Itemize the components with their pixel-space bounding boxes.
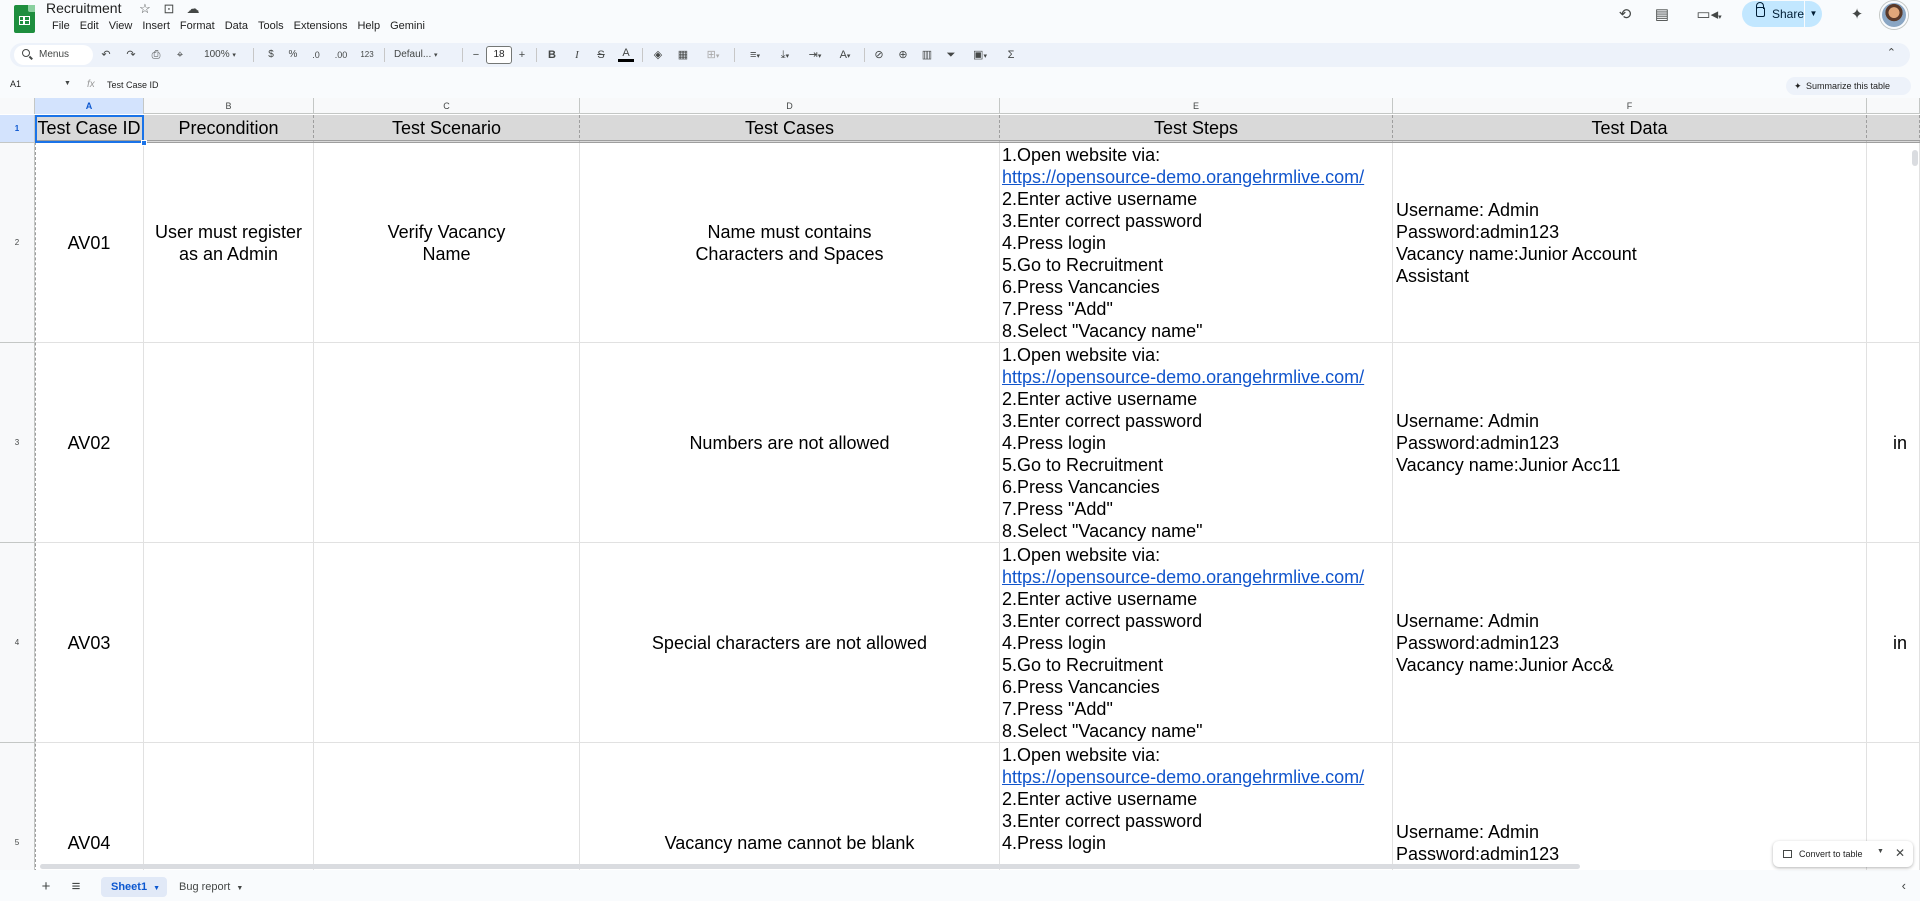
clipped-text: in (1893, 633, 1908, 653)
spreadsheet-grid[interactable] (0, 98, 1920, 870)
data-line: Username: Admin (1396, 610, 1540, 631)
cell-test-case-id[interactable]: AV04 (35, 743, 144, 870)
menu-extensions[interactable]: Extensions (293, 20, 348, 32)
header-cell-test-data[interactable]: Test Data (1393, 115, 1867, 143)
toolbar-divider (462, 48, 463, 62)
step-line: 5.Go to Recruitment (1002, 255, 1164, 275)
step-line: 1.Open website via: (1002, 345, 1161, 365)
cell-precondition[interactable] (144, 743, 314, 870)
cell-g[interactable] (1867, 143, 1920, 343)
horizontal-scrollbar[interactable] (40, 864, 1580, 869)
font-size-input[interactable]: 18 (486, 46, 512, 64)
merge-cells-icon[interactable]: ⊞▾ (706, 49, 720, 61)
insert-comment-icon[interactable]: ⊕ (898, 49, 908, 61)
step-line: 1.Open website via: (1002, 145, 1161, 165)
step-line: 4.Press login (1002, 833, 1107, 853)
menu-format[interactable]: Format (179, 20, 215, 32)
cell-test-scenario[interactable]: Verify Vacancy Name (314, 143, 580, 343)
decrease-decimal-button[interactable]: .0 (312, 50, 320, 60)
convert-to-table-chip[interactable]: Convert to table ▼ ✕ (1773, 841, 1913, 867)
cell-test-steps[interactable] (1000, 143, 1393, 343)
cell-test-case[interactable]: Numbers are not allowed (580, 343, 1000, 543)
cell-precondition[interactable] (144, 343, 314, 543)
history-icon[interactable]: ⟲ (1618, 6, 1632, 23)
step-line: 4.Press login (1002, 433, 1107, 453)
document-title[interactable]: Recruitment (46, 0, 122, 16)
clipped-text: in (1893, 433, 1908, 453)
title-actions (136, 1, 202, 17)
fill-color-icon[interactable]: ◈ (653, 49, 663, 61)
data-line: Password:admin123 (1396, 843, 1560, 864)
insert-link-icon[interactable]: ⊘ (874, 49, 884, 61)
summarize-table-button[interactable]: ✦ Summarize this table (1786, 77, 1911, 95)
cell-test-data[interactable] (1393, 543, 1867, 743)
menu-gemini[interactable]: Gemini (390, 20, 425, 32)
paint-format-icon[interactable]: ⌖ (176, 49, 184, 61)
step-line: 7.Press "Add" (1002, 699, 1113, 719)
sheet-tab-bar (0, 873, 1920, 901)
data-line: Password:admin123 (1396, 632, 1560, 653)
fill-handle[interactable] (141, 140, 147, 146)
data-line: Password:admin123 (1396, 432, 1560, 453)
cell-test-steps[interactable] (1000, 743, 1393, 870)
step-line: 8.Select "Vacancy name" (1002, 721, 1203, 741)
filter-views-icon[interactable]: ▣▾ (973, 49, 987, 61)
menu-tools[interactable]: Tools (257, 20, 284, 32)
cell-g[interactable] (1867, 543, 1920, 743)
insert-chart-icon[interactable]: ▥ (921, 49, 933, 61)
text-color-button[interactable]: A (618, 46, 634, 62)
cell-test-case-id[interactable]: AV03 (35, 543, 144, 743)
website-link[interactable]: https://opensource-demo.orangehrmlive.com/ (1002, 567, 1365, 587)
column-header-a[interactable]: A (35, 98, 144, 114)
data-line: Vacancy name:Junior Account (1396, 243, 1637, 264)
sheet-tab-sheet1[interactable]: Sheet1 ▼ (101, 877, 167, 897)
step-line: 3.Enter correct password (1002, 211, 1203, 231)
menus-search[interactable]: Menus (14, 45, 93, 65)
toolbar-divider (384, 48, 385, 62)
data-line: Vacancy name:Junior Acc11 (1396, 454, 1621, 475)
collapse-toolbar-icon[interactable]: ⌃ (1886, 47, 1896, 59)
cell-test-steps[interactable] (1000, 543, 1393, 743)
move-folder-icon[interactable]: ⊡ (163, 1, 175, 16)
star-icon[interactable]: ☆ (139, 1, 151, 16)
step-line: 7.Press "Add" (1002, 299, 1113, 319)
side-panel-toggle-icon[interactable]: ‹ (1901, 878, 1906, 893)
row-header-2[interactable]: 2 (0, 143, 35, 343)
cell-test-scenario[interactable] (314, 343, 580, 543)
sheet-tab-bug-report[interactable]: Bug report ▼ (179, 881, 244, 893)
vertical-scrollbar[interactable] (1912, 150, 1918, 166)
toolbar-divider (642, 48, 643, 62)
step-line: 6.Press Vancancies (1002, 677, 1160, 697)
toolbar-divider (253, 48, 254, 62)
functions-button[interactable]: Σ (1007, 49, 1015, 61)
step-line: 6.Press Vancancies (1002, 477, 1160, 497)
website-link[interactable]: https://opensource-demo.orangehrmlive.com/ (1002, 167, 1365, 187)
chevron-down-icon[interactable]: ▼ (1877, 848, 1884, 855)
menu-bar (47, 19, 430, 33)
menu-insert[interactable]: Insert (142, 20, 170, 32)
step-line: 2.Enter active username (1002, 789, 1198, 809)
column-header-e[interactable]: E (1000, 98, 1393, 114)
cell-test-case[interactable]: Name must contains Characters and Spaces (580, 143, 1000, 343)
freeze-divider[interactable] (35, 142, 36, 870)
row-header-5[interactable]: 5 (0, 743, 35, 870)
column-header-g[interactable] (1867, 98, 1920, 114)
data-line: Vacancy name:Junior Acc& (1396, 654, 1614, 675)
header-cell-test-scenario[interactable]: Test Scenario (314, 115, 580, 143)
step-line: 2.Enter active username (1002, 189, 1198, 209)
toolbar-divider (536, 48, 537, 62)
column-header-c[interactable]: C (314, 98, 580, 114)
comments-icon[interactable]: ▤ (1654, 6, 1670, 23)
all-sheets-icon[interactable]: ≡ (71, 878, 81, 895)
column-header-f[interactable]: F (1393, 98, 1867, 114)
header-cell-precondition[interactable]: Precondition (144, 115, 314, 143)
header-cell-test-steps[interactable]: Test Steps (1000, 115, 1393, 143)
zoom-select[interactable]: 100% ▾ (204, 49, 236, 60)
cell-test-scenario[interactable] (314, 543, 580, 743)
header-cell-test-cases[interactable]: Test Cases (580, 115, 1000, 143)
borders-icon[interactable]: ▦ (677, 49, 689, 61)
title-bar (0, 0, 1920, 40)
bold-button[interactable]: B (548, 49, 556, 61)
data-line: Username: Admin (1396, 410, 1540, 431)
toolbar (10, 43, 1910, 67)
cell-g[interactable] (1867, 343, 1920, 543)
cell-test-scenario[interactable] (314, 743, 580, 870)
horizontal-align-icon[interactable]: ≡▾ (750, 49, 760, 61)
search-icon (22, 49, 30, 57)
print-icon[interactable]: ⎙ (151, 49, 161, 61)
website-link[interactable]: https://opensource-demo.orangehrmlive.com/ (1002, 767, 1365, 787)
share-button[interactable]: Share ▼ (1742, 1, 1822, 27)
menu-data[interactable]: Data (224, 20, 248, 32)
step-line: 3.Enter correct password (1002, 611, 1203, 631)
data-line: Username: Admin (1396, 821, 1540, 842)
step-line: 1.Open website via: (1002, 745, 1161, 765)
add-sheet-icon[interactable]: + (41, 878, 51, 895)
cell-test-steps[interactable] (1000, 343, 1393, 543)
close-icon[interactable]: ✕ (1895, 846, 1906, 860)
step-line: 2.Enter active username (1002, 589, 1198, 609)
cell-test-data[interactable] (1393, 143, 1867, 343)
column-header-d[interactable]: D (580, 98, 1000, 114)
step-line: 3.Enter correct password (1002, 811, 1203, 831)
toolbar-divider (734, 48, 735, 62)
menu-help[interactable]: Help (357, 20, 381, 32)
name-box[interactable]: A1 (10, 79, 22, 89)
row-header-3[interactable]: 3 (0, 343, 35, 543)
share-dropdown-icon[interactable]: ▼ (1804, 1, 1822, 27)
step-line: 1.Open website via: (1002, 545, 1161, 565)
column-header-b[interactable]: B (144, 98, 314, 114)
formula-bar (0, 76, 1920, 96)
step-line: 5.Go to Recruitment (1002, 455, 1164, 475)
decrease-font-size-button[interactable]: − (472, 49, 480, 61)
cloud-status-icon[interactable]: ☁ (186, 1, 200, 16)
step-line: 8.Select "Vacancy name" (1002, 321, 1203, 341)
meet-video-icon[interactable]: ▭◂▾ (1696, 6, 1722, 23)
menu-edit[interactable]: Edit (79, 20, 99, 32)
text-wrapping-icon[interactable]: ⇥▾ (808, 49, 822, 61)
number-format-button[interactable]: 123 (360, 50, 374, 59)
gemini-sparkle-icon[interactable]: ✦ (1850, 6, 1864, 23)
column-header-row (0, 98, 1920, 114)
currency-format-button[interactable]: $ (268, 49, 274, 60)
formula-input[interactable]: Test Case ID (107, 80, 159, 90)
increase-font-size-button[interactable]: + (518, 49, 526, 61)
step-line: 3.Enter correct password (1002, 411, 1203, 431)
name-box-dropdown-icon[interactable]: ▼ (64, 80, 71, 87)
table-icon (1783, 850, 1792, 858)
menu-file[interactable]: File (52, 20, 70, 32)
select-all-corner[interactable] (0, 98, 35, 114)
step-line: 2.Enter active username (1002, 389, 1198, 409)
row-header-4[interactable]: 4 (0, 543, 35, 743)
menu-view[interactable]: View (108, 20, 133, 32)
cell-test-case-id[interactable]: AV02 (35, 343, 144, 543)
row-header-1[interactable]: 1 (0, 115, 35, 143)
avatar[interactable] (1880, 1, 1908, 29)
website-link[interactable]: https://opensource-demo.orangehrmlive.com/ (1002, 367, 1365, 387)
step-line: 7.Press "Add" (1002, 499, 1113, 519)
lock-icon (1756, 7, 1765, 17)
data-line: Password:admin123 (1396, 221, 1560, 242)
sheets-logo-icon[interactable] (14, 5, 35, 33)
fx-icon: fx (87, 79, 95, 90)
toolbar-divider (864, 48, 865, 62)
filter-icon[interactable]: ⏷ (946, 49, 956, 61)
header-cell-g[interactable] (1867, 115, 1920, 143)
strikethrough-button[interactable]: S (597, 49, 605, 61)
italic-button[interactable]: I (575, 49, 579, 61)
increase-decimal-button[interactable]: .00 (334, 50, 348, 60)
step-line: 8.Select "Vacancy name" (1002, 521, 1203, 541)
cell-test-case[interactable]: Special characters are not allowed (580, 543, 1000, 743)
vertical-align-icon[interactable]: ⤓▾ (780, 49, 790, 61)
percent-format-button[interactable]: % (288, 49, 298, 60)
cell-precondition[interactable] (144, 543, 314, 743)
cell-test-data[interactable] (1393, 343, 1867, 543)
redo-icon[interactable]: ↷ (126, 49, 136, 61)
cell-precondition[interactable]: User must register as an Admin (144, 143, 314, 343)
font-family-select[interactable]: Defaul... ▾ (394, 49, 438, 60)
step-line: 4.Press login (1002, 633, 1107, 653)
step-line: 4.Press login (1002, 233, 1107, 253)
data-line: Username: Admin (1396, 199, 1540, 220)
step-line: 6.Press Vancancies (1002, 277, 1160, 297)
cell-test-case-id[interactable]: AV01 (35, 143, 144, 343)
step-line: 5.Go to Recruitment (1002, 655, 1164, 675)
data-line: Assistant (1396, 265, 1470, 286)
undo-icon[interactable]: ↶ (101, 49, 111, 61)
cell-test-case[interactable]: Vacancy name cannot be blank (580, 743, 1000, 870)
header-cell-test-case-id[interactable]: Test Case ID (35, 115, 144, 143)
text-rotation-icon[interactable]: A▾ (839, 49, 851, 61)
